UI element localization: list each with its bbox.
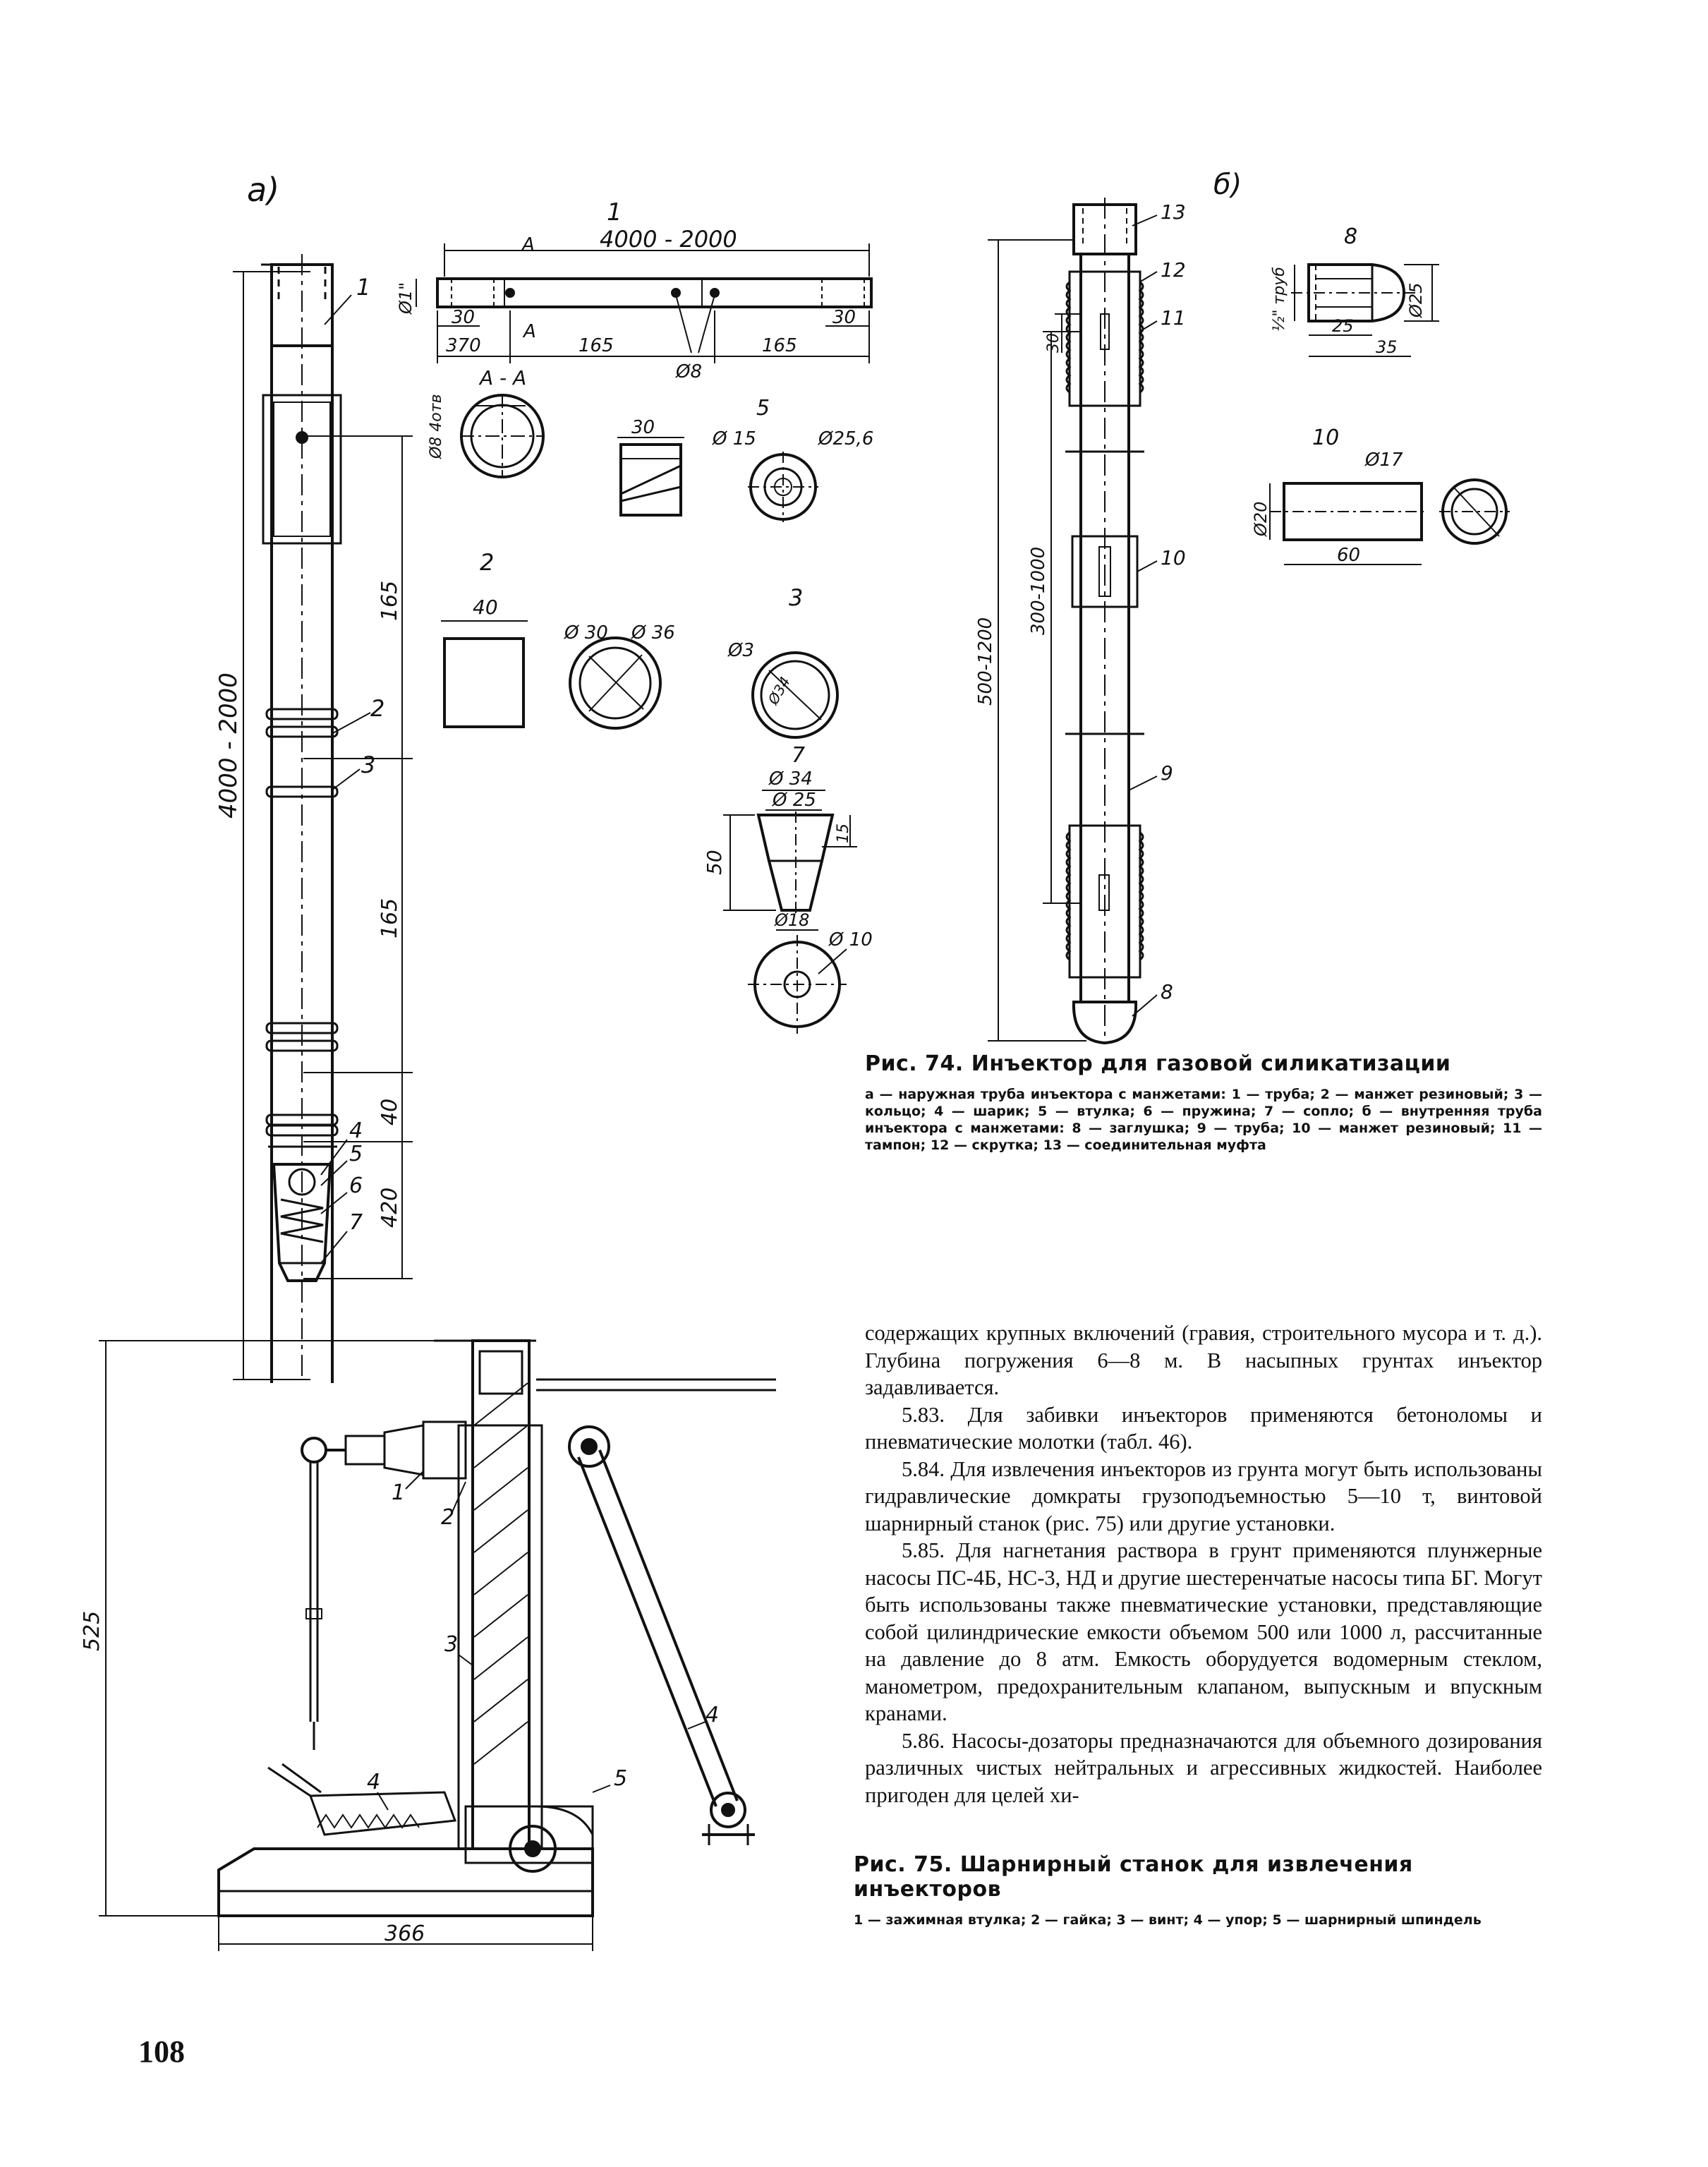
fig75-callout-5: 5 — [614, 1766, 628, 1791]
part-1-length: 4000 - 2000 — [600, 226, 737, 253]
fig75-callout-2: 2 — [441, 1505, 455, 1530]
dim-p8-35: 35 — [1376, 337, 1398, 357]
dim-366: 366 — [384, 1921, 425, 1946]
figure-75-drawing — [80, 1298, 847, 2004]
dim-30c: 30 — [631, 417, 655, 438]
dim-left-40: 40 — [377, 1098, 402, 1125]
fig75-callout-3: 3 — [444, 1632, 459, 1657]
part-3-ring — [753, 653, 837, 737]
dim-d25-6: Ø25,6 — [818, 428, 874, 449]
dim-d3: Ø3 — [728, 640, 755, 661]
dim-30a: 30 — [452, 307, 476, 328]
paragraph-5-85: 5.85. Для нагнетания раствора в грунт применяются плунжерные насосы ПС-4Б, НС-3, НД и другие шестеренчатые насосы типа БГ. Могут быть использованы также пневматические установки, представляющие собой цилиндрические емкости объемом 500 или 1000 л, рассчитанные на давление до 8 атм. Емкость оборудуется водомерным стеклом, манометром, предохранительным клапаном, выпускным и впускным кранами. — [865, 1538, 1542, 1725]
dim-left-420: 420 — [377, 1187, 402, 1228]
part-2-cuff — [441, 621, 660, 728]
dim-d1: Ø1" — [396, 282, 416, 314]
dim-left-165a: 165 — [377, 580, 402, 621]
dim-p10-d17: Ø17 — [1365, 449, 1403, 471]
holes-note: Ø8 4отв — [428, 394, 445, 459]
callout-12: 12 — [1161, 258, 1186, 282]
figure-75-title: Рис. 75. Шарнирный станок для извлечения инъекторов — [854, 1852, 1413, 1902]
figure-75-caption — [854, 1852, 1542, 1928]
part-1-pipe-detail — [416, 243, 871, 363]
dim-525: 525 — [80, 1610, 104, 1651]
dim-p8-pipe: ½" труб — [1271, 267, 1288, 332]
part-5-sleeve — [617, 437, 818, 522]
figure-74-legend: а — наружная труба инъектора с манжетами: 1 — труба; 2 — манжет резиновый; 3 — кольцо; 4 — шарик; 5 — втулка; 6 — пружина; 7 — сопло; б — внутренняя труба инъектора с манжетами: 8 — заглушка; 9 — труба; 10 — манжет резиновый; 11 — тампон; 12 — скрутка; 13 — соединительная муфта — [865, 1087, 1542, 1153]
callout-9: 9 — [1161, 761, 1173, 785]
figure-74-title: Рис. 74. Инъектор для газовой силикатизации — [865, 1051, 1451, 1076]
dim-d8: Ø8 — [676, 361, 703, 382]
dim-p8-d25: Ø25 — [1406, 282, 1426, 318]
callout-11: 11 — [1161, 306, 1186, 330]
dim-370: 370 — [446, 335, 481, 356]
part-10-cuff — [1270, 480, 1510, 565]
dim-b500: 500-1200 — [975, 617, 996, 706]
dim-p10-d20: Ø20 — [1251, 501, 1271, 536]
dim-d34: Ø 34 — [769, 768, 813, 790]
fig75-callout-4a: 4 — [367, 1770, 381, 1794]
page-number: 108 — [138, 2034, 185, 2069]
section-a-a — [460, 394, 545, 478]
callout-2: 2 — [370, 695, 385, 722]
dim-b300: 300-1000 — [1028, 546, 1049, 635]
inner-pipe-assembly — [988, 198, 1157, 1044]
dim-165a: 165 — [579, 335, 614, 356]
dim-d30: Ø 30 — [564, 622, 608, 644]
part-10-number: 10 — [1312, 425, 1340, 450]
part-2-number: 2 — [480, 549, 495, 576]
dim-left-total: 4000 - 2000 — [214, 672, 243, 819]
callout-4: 4 — [349, 1118, 363, 1143]
fig75-callout-4b: 4 — [705, 1703, 720, 1727]
paragraph-5-83: 5.83. Для забивки инъекторов применяются бетоноломы и пневматические молотки (табл. 46). — [865, 1402, 1542, 1454]
paragraph-continued: содержащих крупных включений (гравия, строительного мусора и т. д.). Глубина погружения 6—8 м. В насыпных грунтах инъектор задавливается. — [865, 1321, 1542, 1399]
part-8-number: 8 — [1344, 224, 1358, 249]
dim-d10: Ø 10 — [829, 929, 873, 950]
dim-d18: Ø18 — [775, 910, 810, 930]
callout-1: 1 — [356, 274, 371, 301]
dim-left-165b: 165 — [377, 898, 402, 938]
callout-7: 7 — [349, 1210, 363, 1235]
dim-d36: Ø 36 — [631, 622, 675, 644]
section-mark-a1: A — [522, 234, 535, 255]
part-1-number: 1 — [607, 198, 622, 227]
part-3-number: 3 — [789, 584, 804, 611]
dim-15: 15 — [835, 823, 852, 843]
paragraph-5-86: 5.86. Насосы-дозаторы предназначаются для объемного дозирования различных чистых нейтральных и агрессивных жидкостей. Наиболее пригоден для целей хи- — [865, 1728, 1542, 1807]
label-panel-a: a) — [247, 171, 280, 209]
callout-5: 5 — [349, 1142, 363, 1166]
dim-p10-60: 60 — [1337, 545, 1361, 566]
body-text — [865, 1320, 1542, 1809]
dim-165b: 165 — [762, 335, 797, 356]
callout-10: 10 — [1161, 546, 1186, 569]
callout-3: 3 — [361, 751, 376, 778]
dim-30b: 30 — [832, 307, 856, 328]
dim-d15: Ø 15 — [713, 428, 756, 449]
dim-50: 50 — [703, 850, 726, 875]
dim-p8-25: 25 — [1332, 316, 1354, 336]
dim-40: 40 — [473, 596, 498, 619]
paragraph-5-84: 5.84. Для извлечения инъекторов из грунта могут быть использованы гидравлические домкраты грузоподъемностью 5—10 т, винтовой шарнирный станок (рис. 75) или другие установки. — [865, 1456, 1542, 1535]
section-mark-a2: A — [523, 321, 536, 342]
dim-d25: Ø 25 — [773, 790, 816, 811]
section-a-a-title: A - A — [480, 366, 527, 390]
dim-d34-inner: Ø34 — [764, 673, 794, 708]
label-panel-b: б) — [1213, 169, 1242, 201]
part-7-number: 7 — [792, 743, 806, 768]
callout-13: 13 — [1161, 200, 1186, 224]
figure-75-legend: 1 — зажимная втулка; 2 — гайка; 3 — винт; 4 — упор; 5 — шарнирный шпиндель — [854, 1912, 1482, 1928]
part-5-number: 5 — [756, 396, 770, 421]
callout-6: 6 — [349, 1173, 363, 1198]
callout-8: 8 — [1161, 980, 1173, 1003]
dim-b30: 30 — [1045, 333, 1062, 353]
fig75-callout-1: 1 — [392, 1480, 406, 1505]
figure-74-caption — [865, 1051, 1542, 1154]
